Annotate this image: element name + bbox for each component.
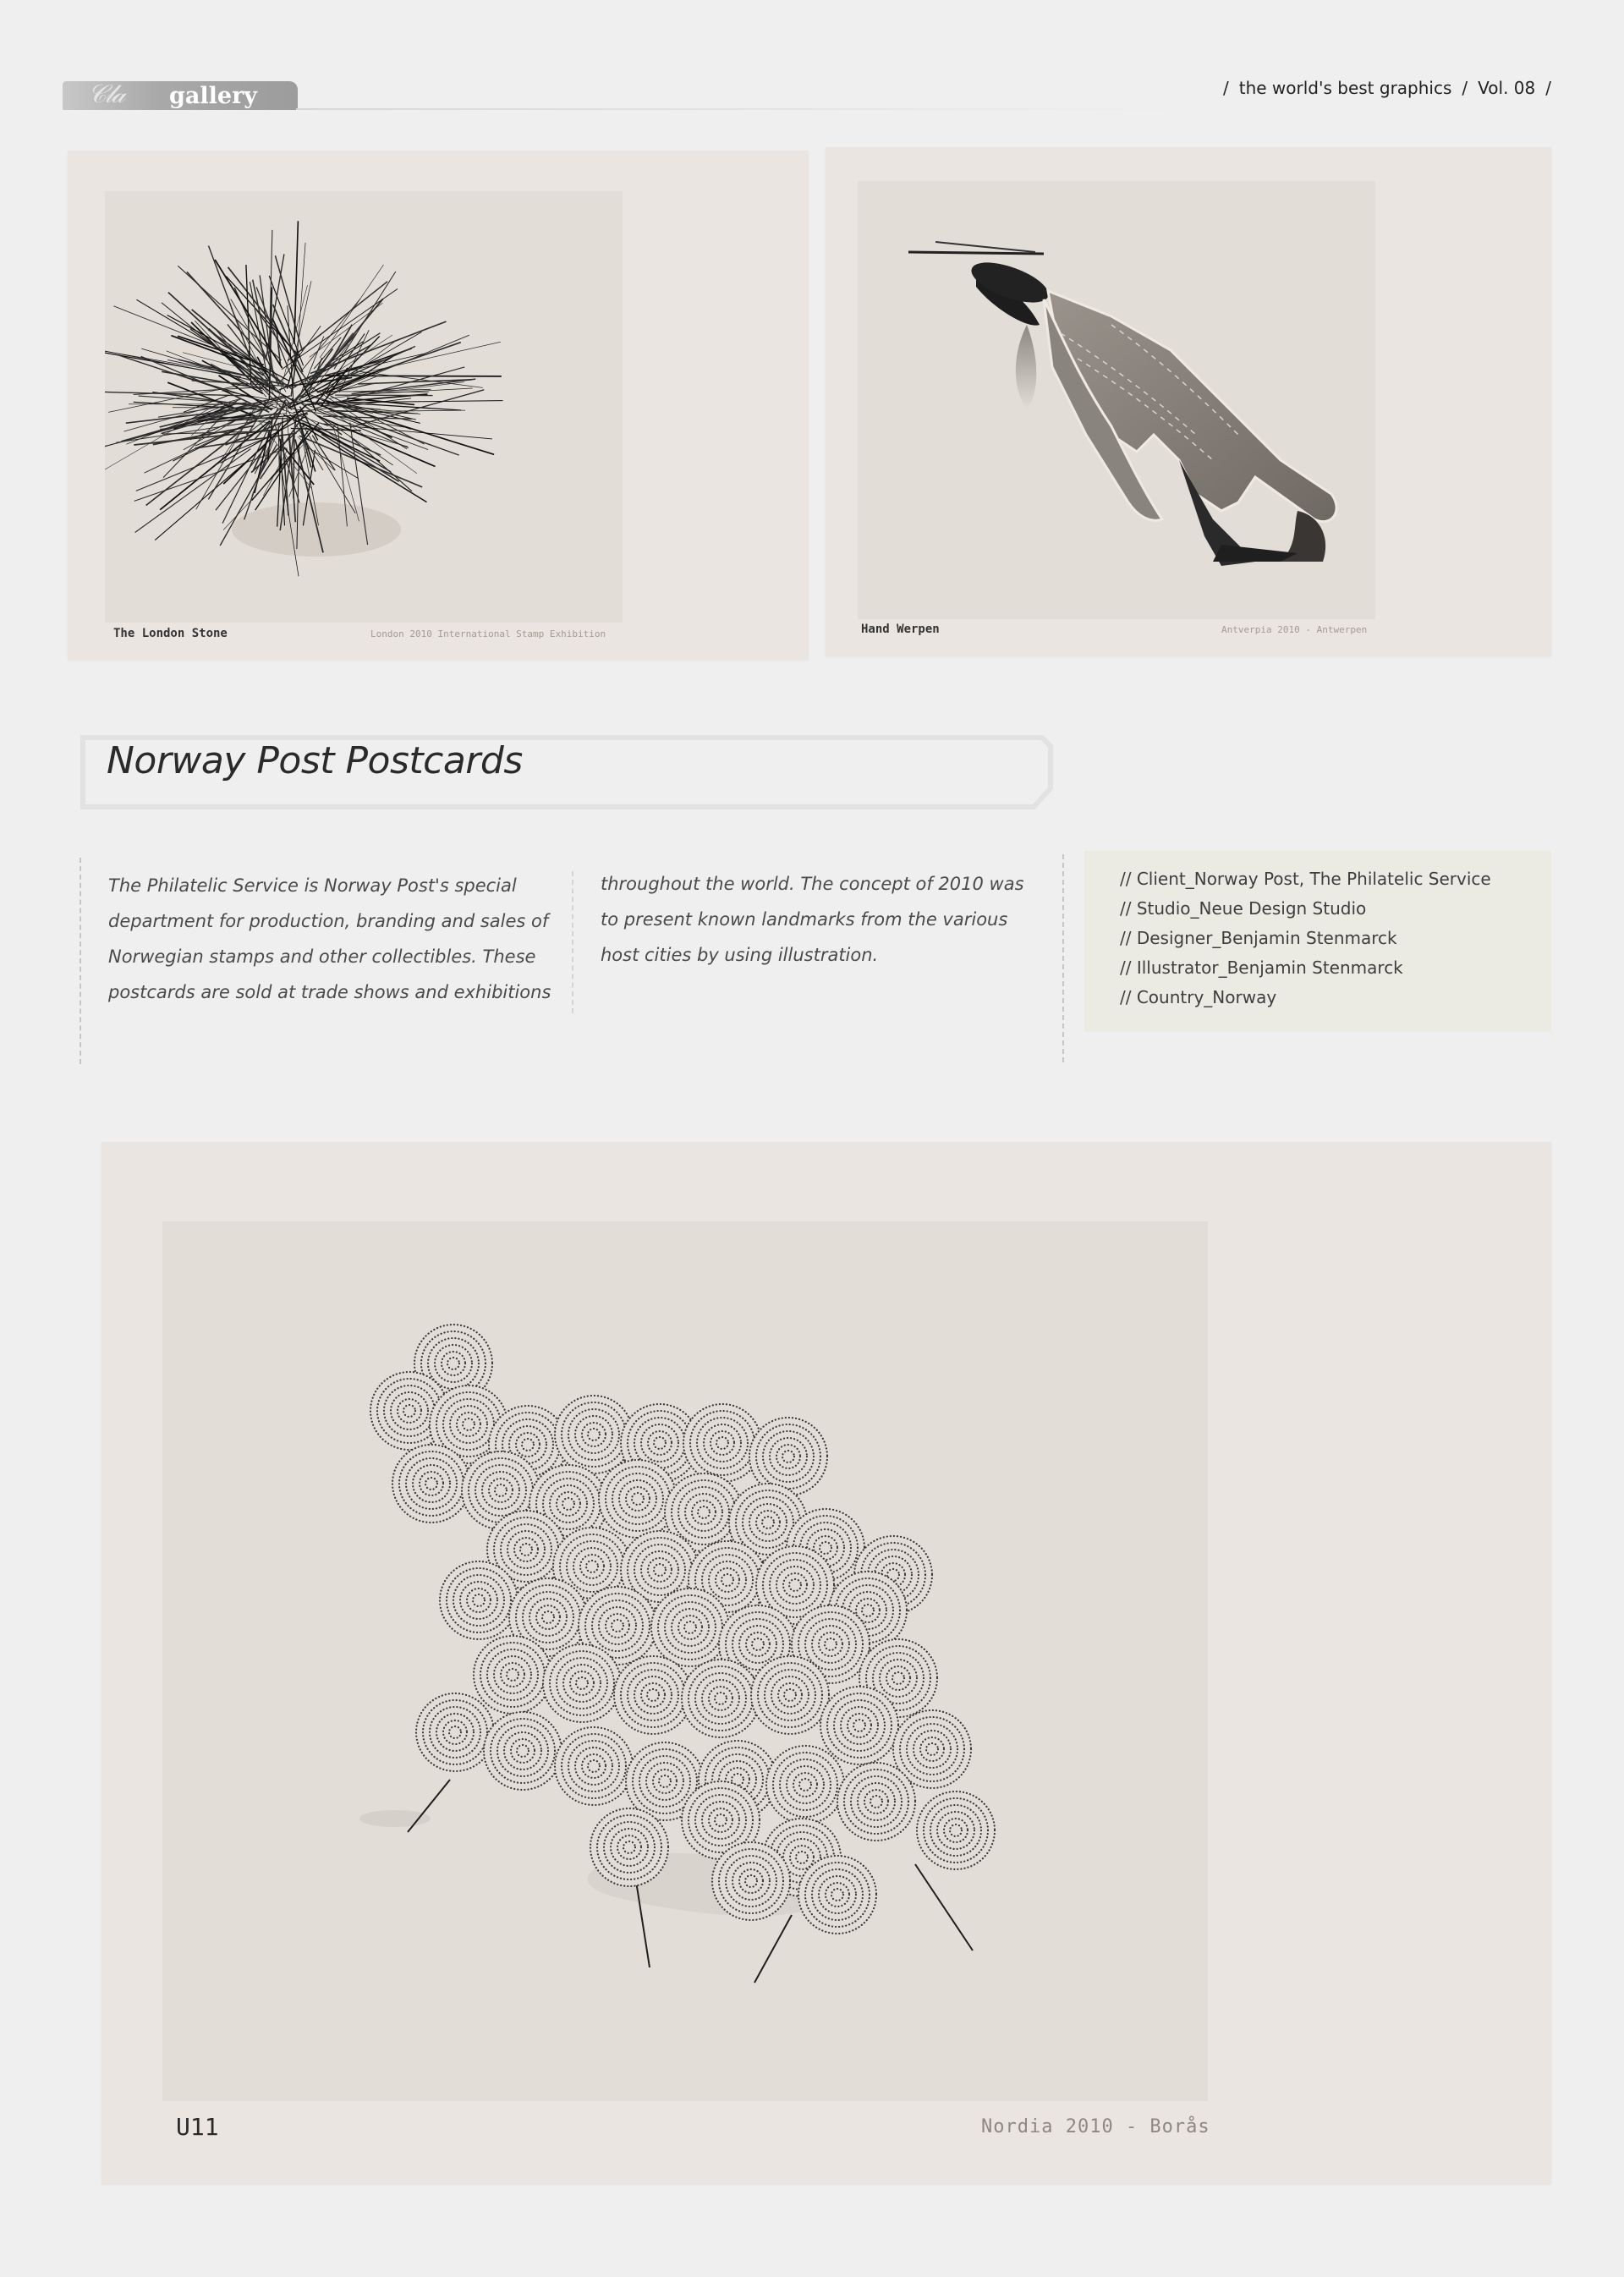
- sheep-circle-body: [370, 1325, 995, 1934]
- header-rule: [296, 108, 1184, 110]
- publication-name: the world's best graphics: [1238, 78, 1452, 98]
- postcard-caption: The London Stone: [113, 627, 228, 640]
- sheep-circle: [682, 1660, 760, 1737]
- sheep-circle: [392, 1445, 470, 1523]
- credit-country: // Country_Norway: [1120, 987, 1277, 1007]
- postcard-subcaption: London 2010 International Stamp Exhibition: [370, 628, 606, 639]
- scribble-line: [141, 356, 218, 388]
- sheep-circle: [651, 1588, 729, 1666]
- scribble-line: [305, 428, 426, 502]
- sheep-circle: [917, 1791, 995, 1869]
- sheep-leg: [915, 1864, 973, 1951]
- sheep-circle: [683, 1404, 761, 1482]
- header-separator: /: [1222, 78, 1229, 98]
- postcard-artwork-area: [162, 1221, 1208, 2101]
- credit-designer: // Designer_Benjamin Stenmarck: [1120, 928, 1397, 948]
- gallery-section-tab: [63, 81, 298, 110]
- london-stone-illustration: [105, 191, 623, 623]
- credit-client: // Client_Norway Post, The Philatelic Service: [1120, 869, 1491, 889]
- scribble-line: [113, 306, 243, 358]
- sheep-circle: [416, 1693, 494, 1771]
- scribble-line: [310, 303, 383, 357]
- postcard-caption: Hand Werpen: [861, 623, 940, 636]
- article-body-col1: The Philatelic Service is Norway Post's special department for production, branding and sales of Norwegian stamps and other collectibles. These postcards are sold at trade shows and exhibitions: [108, 875, 551, 1002]
- postcard-nordia-boras: [102, 1142, 1551, 2184]
- sheep-circle: [440, 1561, 518, 1639]
- scribble-line: [135, 449, 251, 533]
- volume-label: Vol. 08: [1478, 78, 1536, 98]
- header-separator: /: [1462, 78, 1468, 98]
- postcard-london-stone: [68, 151, 809, 660]
- scribble-line: [294, 221, 299, 343]
- postcard-artwork-area: [858, 181, 1375, 619]
- sheep-circle: [543, 1644, 621, 1722]
- hand-illustration: [858, 181, 1375, 619]
- column-divider-left: [80, 858, 81, 1064]
- sheep-circle: [555, 1396, 633, 1473]
- postcard-hand-werpen: [826, 147, 1551, 656]
- page-title: Norway Post Postcards: [107, 739, 523, 782]
- stone-shadow: [232, 502, 401, 557]
- stone-scribble-lines: [105, 221, 502, 576]
- sheep-circle: [837, 1763, 915, 1841]
- article-body-col2: throughout the world. The concept of 2010 was to present known landmarks from the various host cities by using illustration.: [601, 874, 1024, 965]
- scribble-line: [297, 243, 305, 360]
- article-title-box: [78, 729, 1059, 820]
- postcard-artwork-area: [105, 191, 623, 623]
- column-divider-middle: [572, 871, 573, 1013]
- sheep-circle: [798, 1856, 876, 1934]
- sheep-circle: [766, 1746, 844, 1824]
- gallery-label: gallery: [169, 83, 257, 109]
- scribble-line: [320, 265, 383, 358]
- sheep-shadow: [359, 1810, 431, 1827]
- header-separator: /: [1545, 78, 1551, 98]
- sheep-leg: [754, 1915, 792, 1983]
- sheep-circle: [484, 1712, 562, 1790]
- scribble-line: [160, 421, 270, 510]
- hand-line: [935, 242, 1035, 252]
- sheep-illustration: [162, 1221, 1208, 2101]
- sheep-circle: [474, 1636, 551, 1714]
- credit-studio: // Studio_Neue Design Studio: [1120, 898, 1367, 919]
- column-divider-right: [1062, 854, 1064, 1062]
- scribble-line: [126, 408, 256, 423]
- credits-panel: [1084, 851, 1551, 1032]
- header-publication-info: [1213, 78, 1551, 98]
- scribble-line: [334, 342, 501, 380]
- hand-base-shadow: [1213, 545, 1298, 562]
- credit-illustrator: // Illustrator_Benjamin Stenmarck: [1120, 957, 1403, 978]
- sheep-circle: [555, 1727, 633, 1805]
- sheep-circle: [590, 1808, 668, 1886]
- postcard-code: U11: [176, 2113, 219, 2141]
- sheep-circle: [820, 1687, 898, 1764]
- scribble-line: [335, 395, 433, 396]
- postcard-caption: Nordia 2010 - Borås: [981, 2116, 1210, 2137]
- postcard-subcaption: Antverpia 2010 - Antwerpen: [1221, 624, 1368, 635]
- sheep-circle: [712, 1842, 790, 1920]
- scribble-line: [291, 333, 380, 390]
- sheep-circle: [599, 1460, 677, 1538]
- hand-line: [908, 252, 1044, 254]
- sheep-circle: [751, 1656, 829, 1734]
- sheep-leg: [408, 1780, 450, 1832]
- scribble-line: [134, 448, 288, 502]
- hand-fade-shape: [1016, 325, 1036, 409]
- gallery-tab-flourish: 𝒞𝓁𝒶: [88, 80, 124, 109]
- scribble-line: [337, 335, 469, 390]
- scribble-line: [226, 277, 299, 358]
- sheep-circle: [614, 1656, 692, 1734]
